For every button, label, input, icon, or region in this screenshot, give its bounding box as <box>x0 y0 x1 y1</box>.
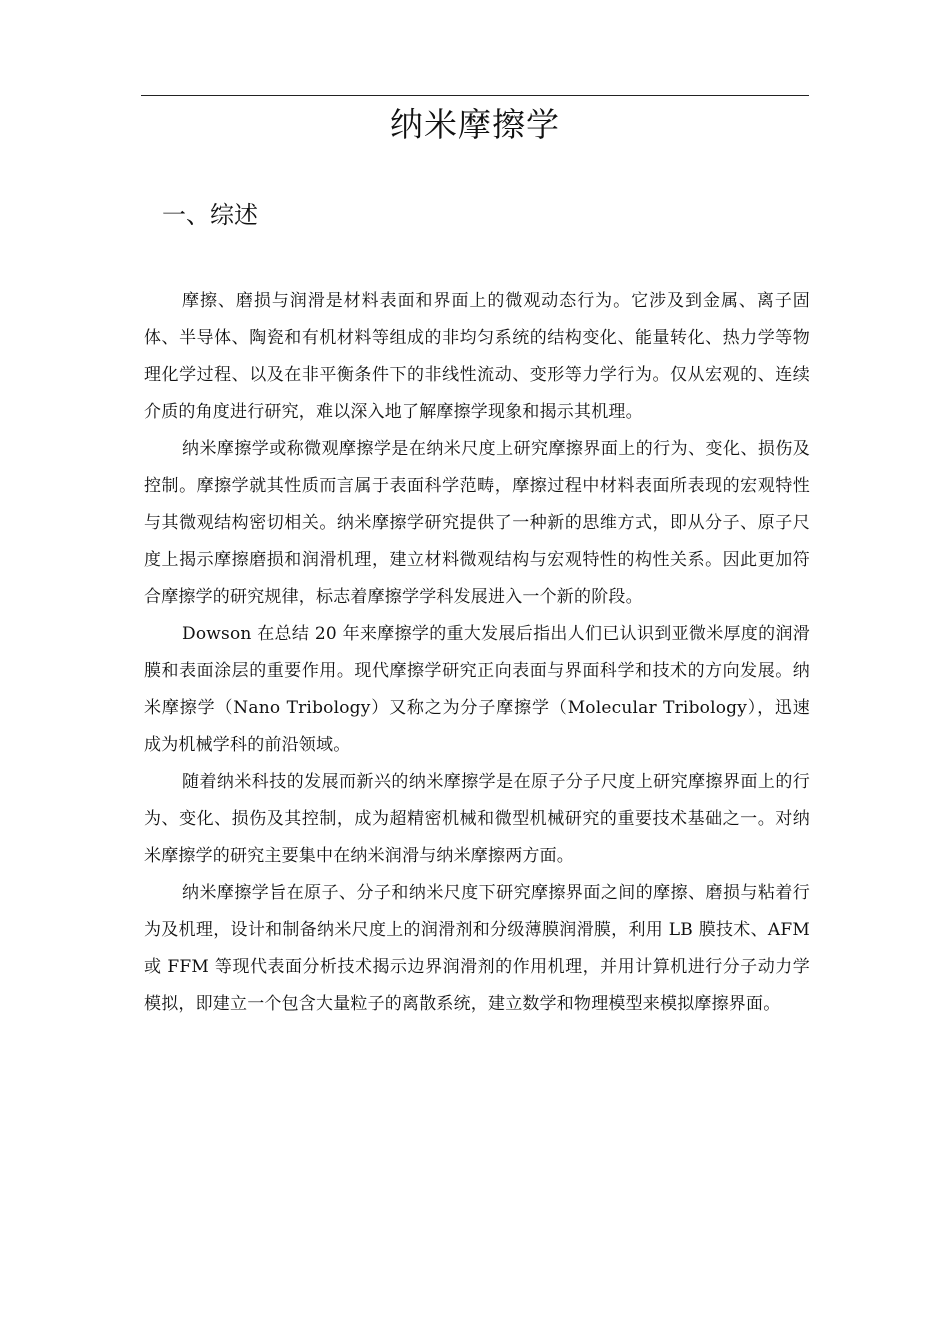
paragraph-4: 随着纳米科技的发展而新兴的纳米摩擦学是在原子分子尺度上研究摩擦界面上的行为、变化、损伤及其控制，成为超精密机械和微型机械研究的重要技术基础之一。对纳米摩擦学的研究主要集中在纳米润滑与纳米摩擦两方面。 <box>144 772 810 866</box>
document-title: 纳米摩擦学 <box>390 105 560 144</box>
paragraph-5: 纳米摩擦学旨在原子、分子和纳米尺度下研究摩擦界面之间的摩擦、磨损与粘着行为及机理，设计和制备纳米尺度上的润滑剂和分级薄膜润滑膜，利用 LB 膜技术、AFM 或 FFM 等现代表面分析技术揭示边界润滑剂的作用机理，并用计算机进行分子动力学模拟，即建立一个包含大量粒子的离散系统，建立数学和物理模型来模拟摩擦界面。 <box>144 883 810 1014</box>
header-rule <box>141 95 809 96</box>
paragraph-3: Dowson 在总结 20 年来摩擦学的重大发展后指出人们已认识到亚微米厚度的润滑膜和表面涂层的重要作用。现代摩擦学研究正向表面与界面科学和技术的方向发展。纳米摩擦学（Nano Tribology）又称之为分子摩擦学（Molecular Tribology），迅速成为机械学科的前沿领域。 <box>144 624 810 755</box>
section-heading: 一、综述 <box>162 201 258 229</box>
paragraph-2: 纳米摩擦学或称微观摩擦学是在纳米尺度上研究摩擦界面上的行为、变化、损伤及控制。摩擦学就其性质而言属于表面科学范畴，摩擦过程中材料表面所表现的宏观特性与其微观结构密切相关。纳米摩擦学研究提供了一种新的思维方式，即从分子、原子尺度上揭示摩擦磨损和润滑机理，建立材料微观结构与宏观特性的构性关系。因此更加符合摩擦学的研究规律，标志着摩擦学学科发展进入一个新的阶段。 <box>144 439 810 607</box>
paragraph-1: 摩擦、磨损与润滑是材料表面和界面上的微观动态行为。它涉及到金属、离子固体、半导体、陶瓷和有机材料等组成的非均匀系统的结构变化、能量转化、热力学等物理化学过程、以及在非平衡条件下的非线性流动、变形等力学行为。仅从宏观的、连续介质的角度进行研究，难以深入地了解摩擦学现象和揭示其机理。 <box>144 291 810 422</box>
document-body <box>144 283 810 1023</box>
